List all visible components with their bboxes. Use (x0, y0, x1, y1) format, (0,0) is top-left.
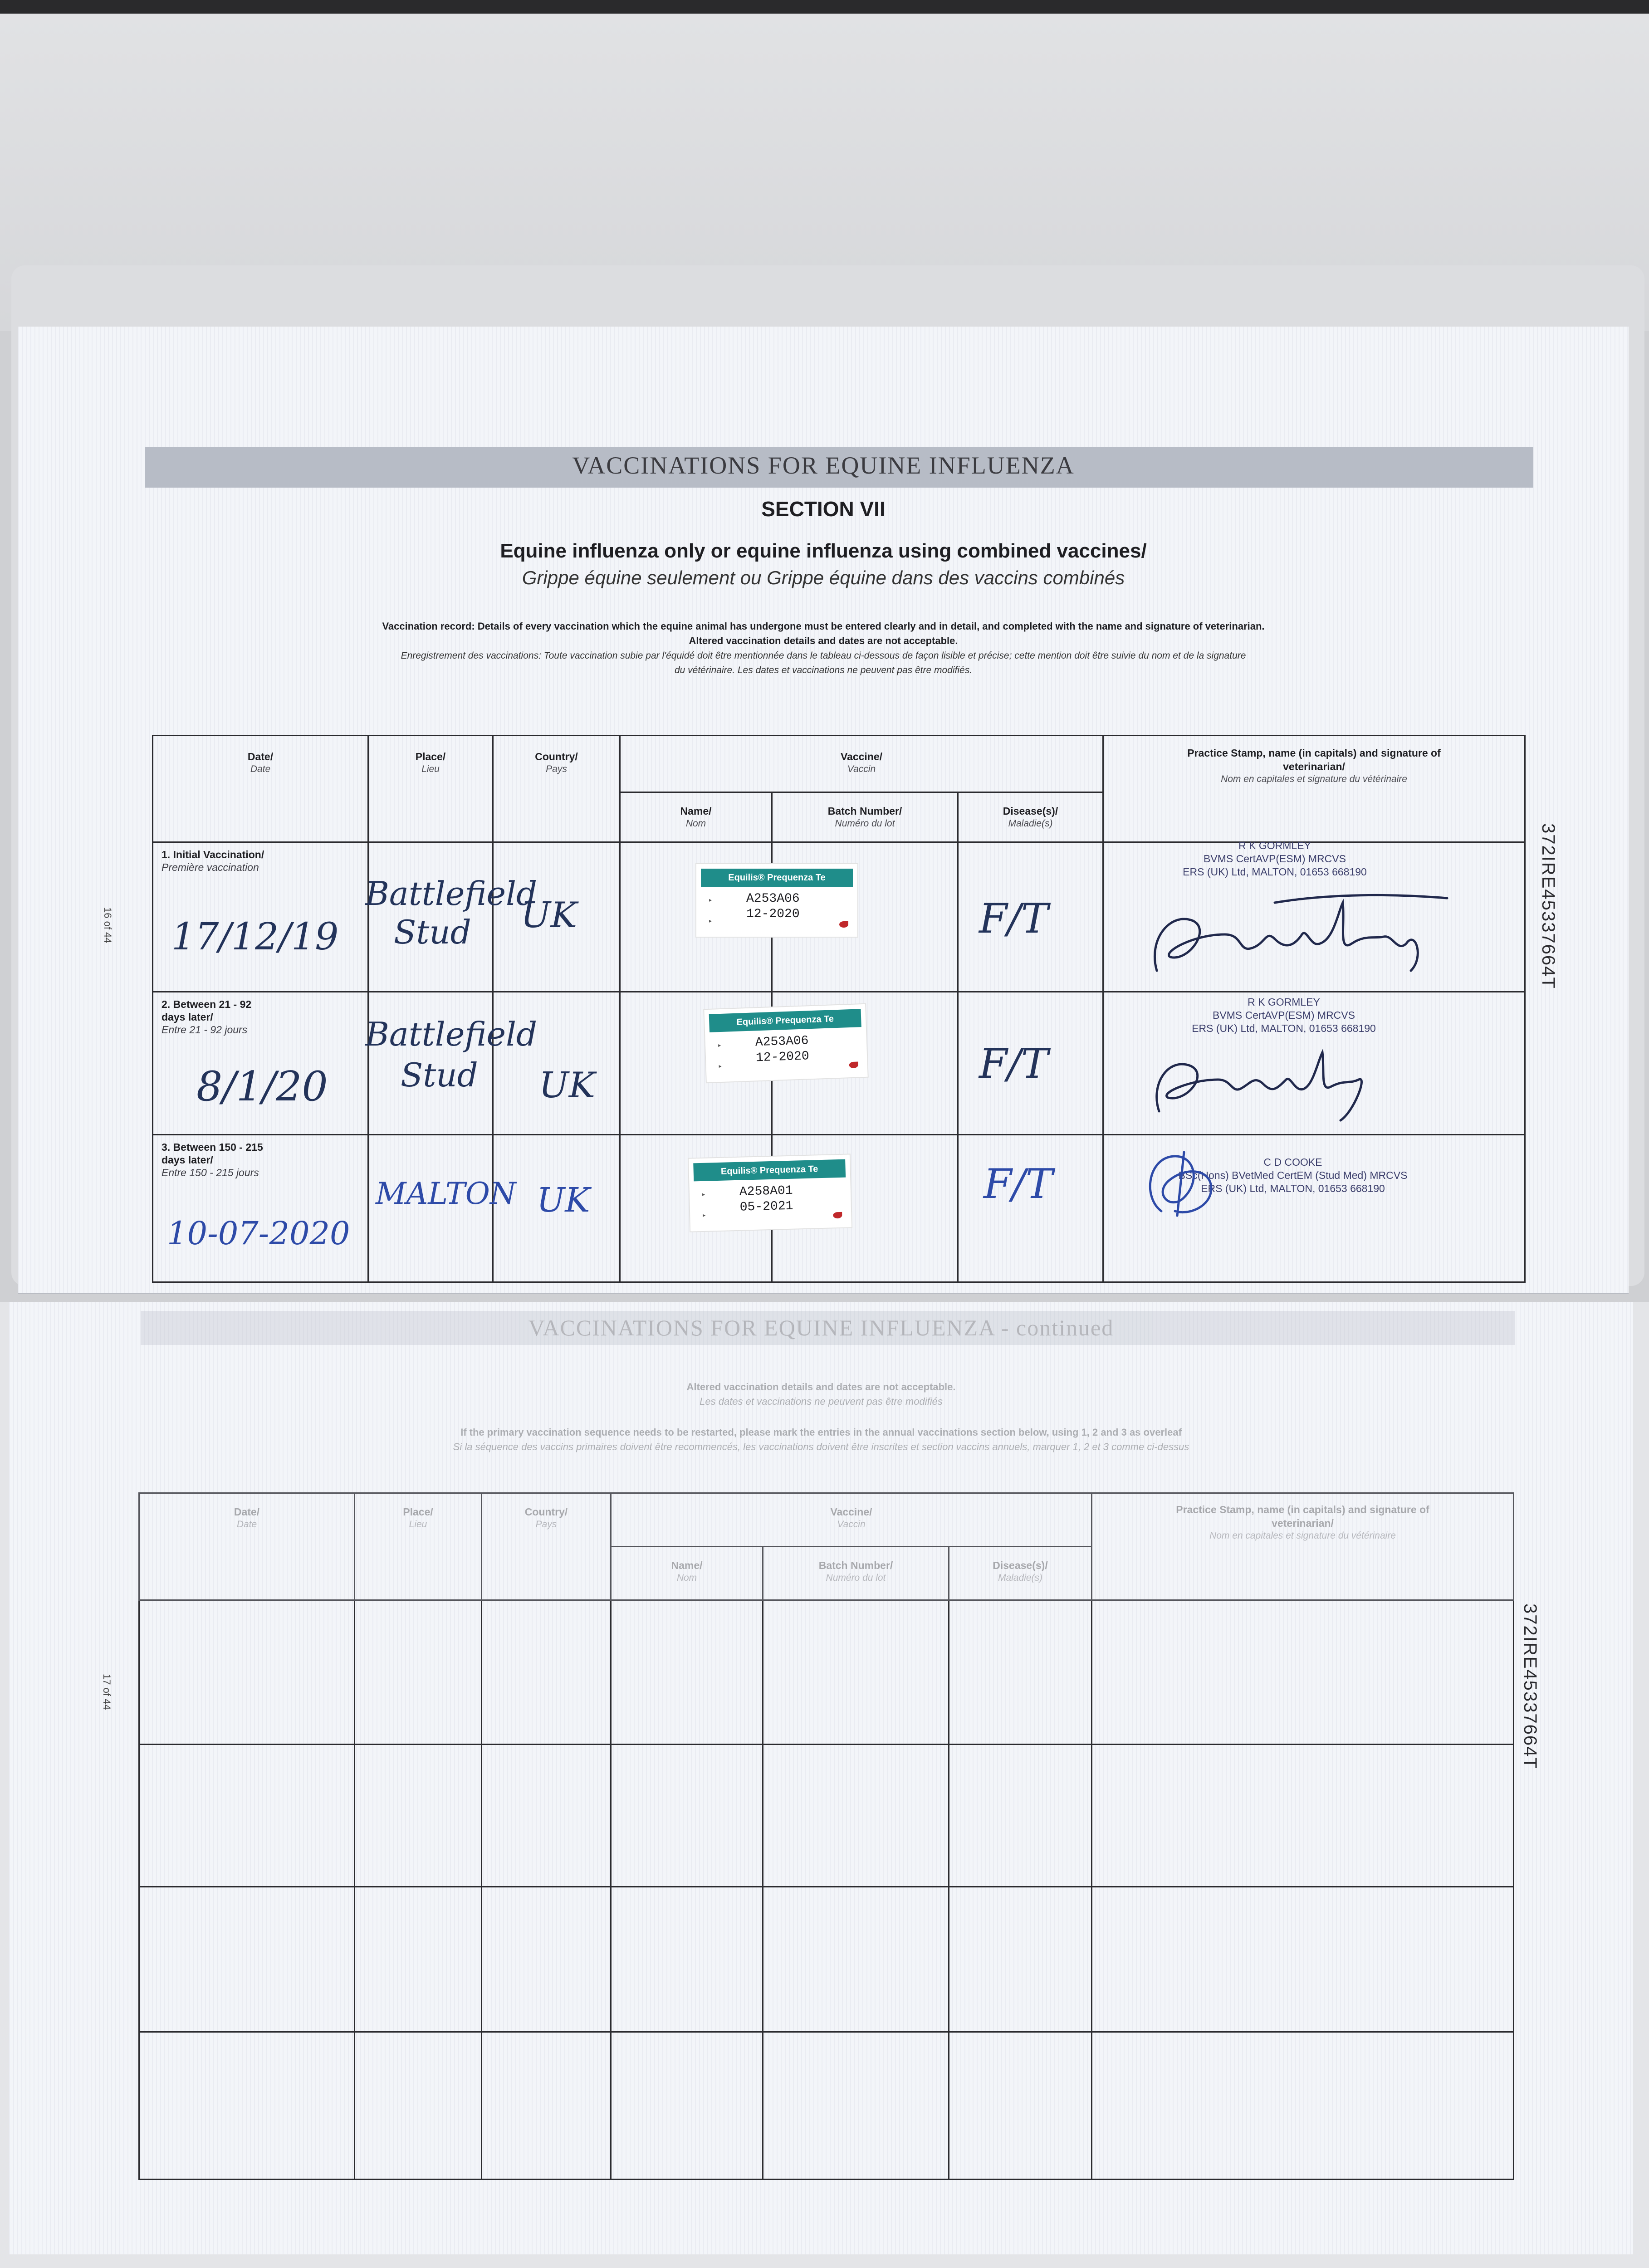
handwritten-disease: F/T (984, 1160, 1053, 1208)
handwritten-place-line2: Stud (394, 913, 471, 951)
instruction-fr-1: Enregistrement des vaccinations: Toute vaccination subie par l'équidé doit être mentionnée dans le tableau ci-dessous de façon lisible et précise; cette mention doit être suivie du nom et de la signature (401, 650, 1246, 661)
vet-name: C D COOKE (1263, 1156, 1322, 1168)
row-place-cell (368, 1135, 516, 1282)
row-label-fr: Entre 150 - 215 jours (161, 1167, 259, 1178)
header-batch-number: Batch Number/ Numéro du lot (772, 792, 958, 842)
handwritten-disease: F/T (979, 895, 1048, 943)
row-label-line2: days later/ (161, 1011, 213, 1023)
sticker-red-mark (833, 1212, 842, 1219)
vet-qualifications: BSc(Hons) BVetMed CertEM (Stud Med) MRCVS (1178, 1169, 1408, 1181)
row-disease-cell (958, 842, 1103, 992)
header-practice-stamp: Practice Stamp, name (in capitals) and signature of veterinarian/ Nom en capitales et signature du vétérinaire (1103, 736, 1525, 842)
row-label: 1. Initial Vaccination/ (161, 849, 264, 860)
sticker-expiry: 12-2020 (746, 907, 800, 921)
vaccine-sticker: Equilis® Prequenza Te ▸ ▸ A258A01 05-2021 (689, 1154, 851, 1231)
table-row (139, 1600, 1514, 1745)
header-vaccine: Vaccine/ Vaccin (611, 1493, 1092, 1547)
row-country-cell (493, 1135, 620, 1282)
header-disease: Disease(s)/ Maladie(s) (949, 1547, 1092, 1600)
passport-page-17 (9, 1302, 1633, 2254)
row-date-cell (153, 842, 368, 992)
row-label-line2: days later/ (161, 1154, 213, 1166)
sticker-expiry: 12-2020 (755, 1049, 810, 1066)
header-date: Date/ Date (153, 736, 368, 842)
instruction-fr-2: du vétérinaire. Les dates et vaccinations ne peuvent pas être modifiés. (674, 665, 973, 675)
row-country-cell (493, 992, 620, 1135)
row-label-fr: Entre 21 - 92 jours (161, 1024, 248, 1036)
vet-qualifications: BVMS CertAVP(ESM) MRCVS (1204, 853, 1346, 865)
page-number: 16 of 44 (102, 907, 113, 943)
row-date-cell (153, 1135, 368, 1282)
vet-signature (1141, 1034, 1395, 1125)
row-label: 2. Between 21 - 92 (161, 998, 252, 1010)
table-row (139, 1745, 1514, 1887)
table-row (139, 1887, 1514, 2032)
sticker-batch: A253A06 (755, 1034, 809, 1050)
page-title: VACCINATIONS FOR EQUINE INFLUENZA (572, 452, 1075, 479)
handwritten-place: Battlefield (365, 1015, 538, 1053)
header-country: Country/ Pays (493, 736, 620, 842)
header-batch-number: Batch Number/ Numéro du lot (763, 1547, 949, 1600)
row-disease-cell (958, 992, 1103, 1135)
instruction-en-1: Vaccination record: Details of every vaccination which the equine animal has undergone must be entered clearly and in detail, and completed with the name and signature of veterinarian. (382, 621, 1265, 632)
handwritten-date: 10-07-2020 (167, 1215, 350, 1252)
handwritten-country: UK (539, 1065, 596, 1106)
header-place: Place/ Lieu (355, 1493, 482, 1600)
sticker-red-mark (849, 1061, 858, 1068)
instruction-en-2: Altered vaccination details and dates are not acceptable. (689, 635, 958, 646)
notice-line-3: If the primary vaccination sequence needs to be restarted, please mark the entries in the annual vaccinations section below, using 1, 2 and 3 as overleaf (460, 1427, 1182, 1438)
header-disease: Disease(s)/ Maladie(s) (958, 792, 1103, 842)
sticker-brand: Equilis® Prequenza Te (709, 1009, 861, 1032)
header-country: Country/ Pays (482, 1493, 611, 1600)
sticker-red-mark (839, 921, 848, 928)
row-disease-cell (958, 1135, 1103, 1282)
row-place-cell (365, 842, 538, 992)
row-label: 3. Between 150 - 215 (161, 1141, 263, 1153)
section-heading: SECTION VII (761, 497, 886, 521)
row-country-cell (493, 842, 620, 992)
handwritten-country: UK (537, 1181, 590, 1220)
handwritten-disease: F/T (979, 1040, 1048, 1088)
handwritten-country: UK (521, 895, 577, 936)
vet-signature (1139, 885, 1456, 980)
passport-id-vertical: 372IRE45337664T (1520, 1603, 1540, 1769)
handwritten-place: Battlefield (365, 875, 538, 913)
page-number: 17 of 44 (101, 1674, 113, 1710)
header-vaccine-name: Name/ Nom (611, 1547, 763, 1600)
notice-line-4: Si la séquence des vaccins primaires doivent être recommencés, les vaccinations doivent être inscrites et section vaccins annuels, marquer 1, 2 et 3 comme ci-dessus (453, 1441, 1189, 1452)
handwritten-place-line2: Stud (401, 1056, 478, 1094)
row-label-fr: Première vaccination (161, 861, 259, 873)
handwritten-date: 17/12/19 (171, 915, 339, 958)
notice-line-1: Altered vaccination details and dates are not acceptable. (686, 1381, 956, 1393)
row-date-cell (153, 992, 368, 1135)
header-place: Place/ Lieu (368, 736, 493, 842)
passport-page-16 (18, 327, 1629, 1294)
scanner-edge (0, 0, 1649, 14)
notice-line-2: Les dates et vaccinations ne peuvent pas être modifiés (700, 1396, 943, 1407)
practice-stamp (1111, 996, 1456, 1035)
header-date: Date/ Date (139, 1493, 355, 1600)
row-place-cell (365, 992, 538, 1135)
sticker-batch: A258A01 (739, 1183, 793, 1199)
subtitle-en: Equine influenza only or equine influenza using combined vaccines/ (500, 540, 1147, 562)
page-title: VACCINATIONS FOR EQUINE INFLUENZA - continued (528, 1315, 1114, 1340)
vet-practice: ERS (UK) Ltd, MALTON, 01653 668190 (1192, 1022, 1376, 1034)
header-practice-stamp: Practice Stamp, name (in capitals) and signature of veterinarian/ Nom en capitales et signature du vétérinaire (1092, 1493, 1514, 1600)
vet-name: R K GORMLEY (1248, 996, 1320, 1008)
handwritten-date: 8/1/20 (196, 1063, 328, 1110)
vaccination-table-continued (138, 1492, 1514, 2180)
passport-id-vertical: 372IRE45337664T (1538, 823, 1558, 989)
vet-practice: ERS (UK) Ltd, MALTON, 01653 668190 (1183, 866, 1367, 878)
table-row (139, 2032, 1514, 2180)
vet-name: R K GORMLEY (1238, 840, 1311, 851)
vet-signature (1134, 1143, 1234, 1225)
vet-practice: ERS (UK) Ltd, MALTON, 01653 668190 (1201, 1183, 1385, 1194)
header-vaccine-name: Name/ Nom (620, 792, 772, 842)
sticker-brand: Equilis® Prequenza Te (701, 869, 853, 887)
handwritten-place: MALTON (376, 1176, 516, 1211)
vaccine-sticker: Equilis® Prequenza Te ▸ ▸ A253A06 12-2020 (704, 1004, 867, 1082)
vet-qualifications: BVMS CertAVP(ESM) MRCVS (1213, 1009, 1355, 1021)
practice-stamp (1102, 839, 1447, 879)
header-vaccine: Vaccine/ Vaccin (620, 736, 1103, 792)
sticker-expiry: 05-2021 (739, 1199, 793, 1215)
sticker-batch: A253A06 (746, 892, 800, 906)
subtitle-fr: Grippe équine seulement ou Grippe équine dans des vaccins combinés (522, 567, 1125, 588)
sticker-brand: Equilis® Prequenza Te (693, 1159, 846, 1182)
vaccine-sticker: Equilis® Prequenza Te ▸ ▸ A253A06 12-2020 (696, 864, 857, 937)
